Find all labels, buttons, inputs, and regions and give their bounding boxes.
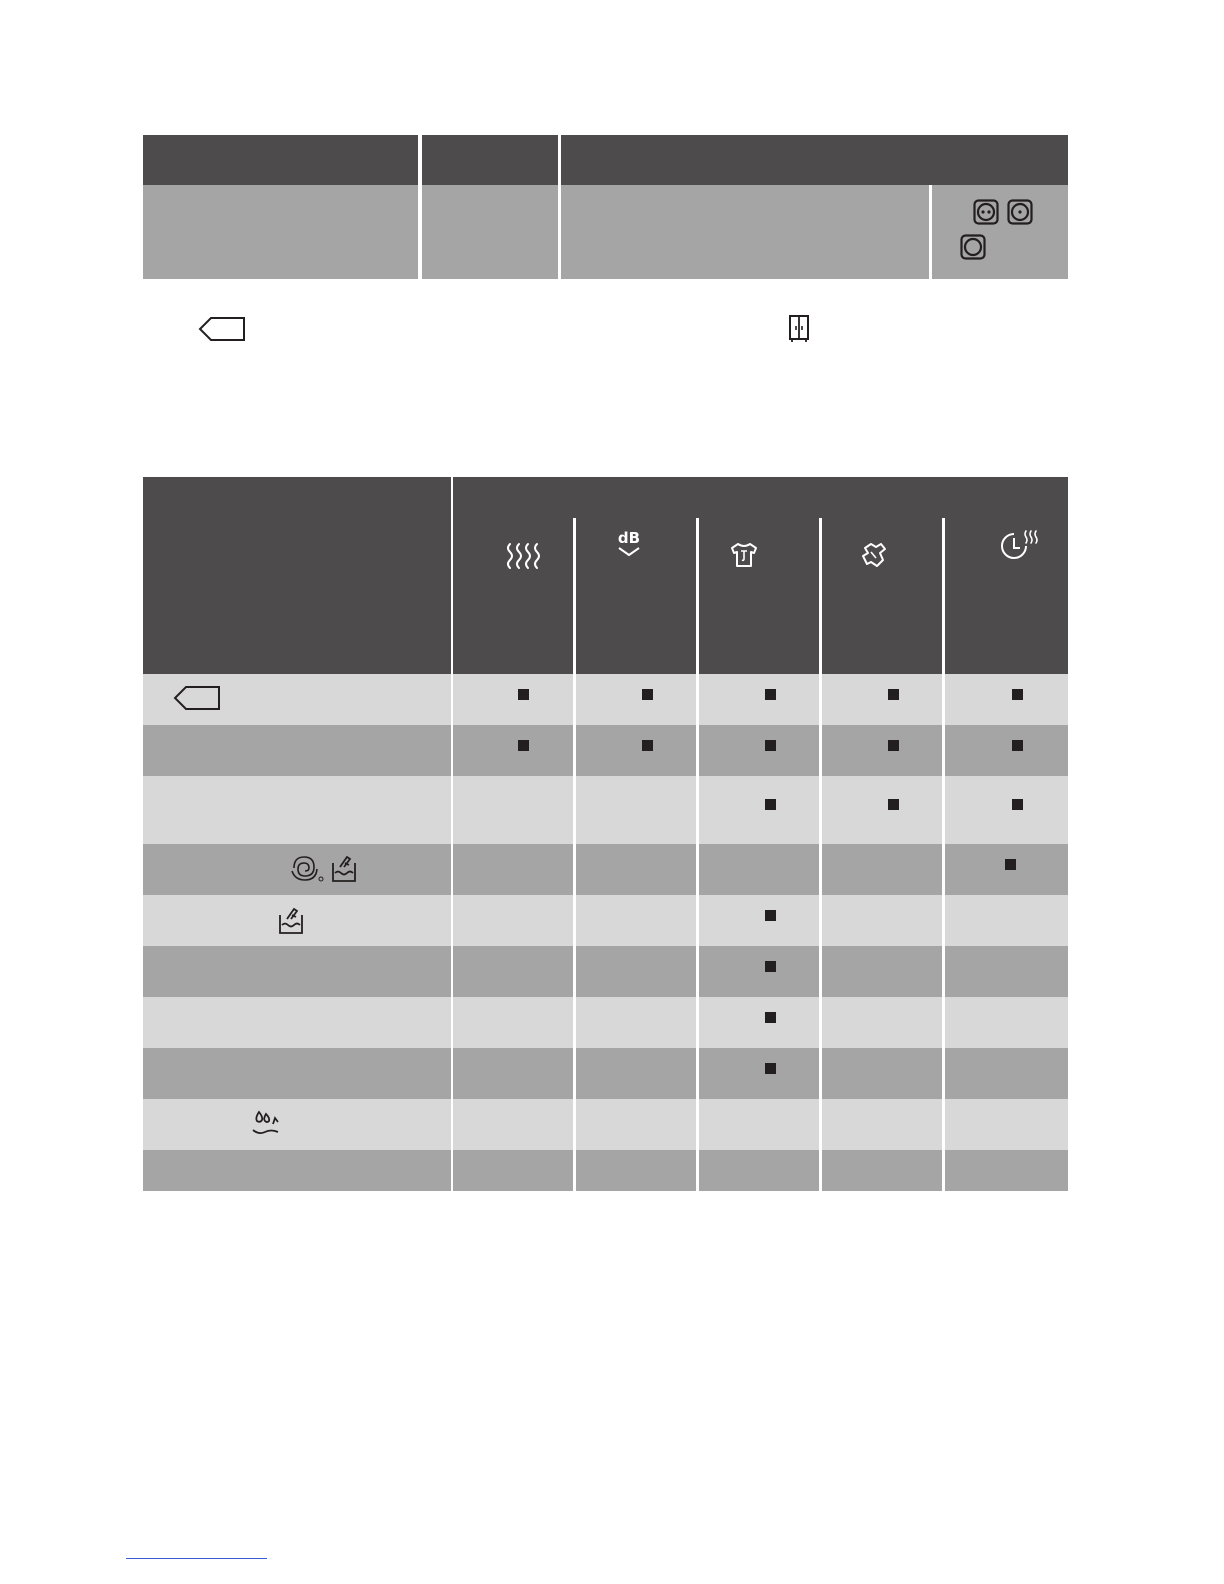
options-table-row-label-cell: [143, 776, 451, 844]
option-available-mark: [765, 799, 776, 810]
options-table-cell: [699, 1048, 819, 1099]
options-table-col-head-4: [822, 518, 942, 674]
options-table-row: [143, 997, 1068, 1048]
footnote-separator: [126, 1558, 267, 1559]
option-available-mark: [888, 689, 899, 700]
program-table-header-cell-2: [422, 135, 558, 185]
options-table-row-label-cell: [143, 1099, 451, 1150]
options-table-col-head-3: [699, 518, 819, 674]
options-table-cell: [576, 776, 696, 844]
program-table-cell-name: [143, 185, 418, 279]
options-table-cell: [699, 946, 819, 997]
options-table-cell: [822, 1048, 942, 1099]
options-table-row: [143, 725, 1068, 776]
options-table-cell: [699, 997, 819, 1048]
options-table-cell: [822, 844, 942, 895]
option-available-mark: [1012, 740, 1023, 751]
options-table-cell: [822, 895, 942, 946]
program-table-cell-symbols: [932, 185, 1068, 279]
options-table-cell: [576, 946, 696, 997]
options-table-cell: [822, 725, 942, 776]
options-table-cell: [453, 725, 573, 776]
options-table-cell: [453, 1150, 573, 1191]
hand-wash-icon: [331, 853, 357, 883]
options-table-row-label-cell: [143, 997, 451, 1048]
options-table-cell: [576, 1150, 696, 1191]
steam-icon: [505, 542, 545, 570]
options-table-cell: [576, 997, 696, 1048]
options-table-cell: [453, 844, 573, 895]
options-table-header-label-cell: [143, 477, 451, 674]
options-table-cell: [945, 725, 1068, 776]
option-available-mark: [518, 740, 529, 751]
dryer-empty-icon: [960, 234, 986, 260]
options-table-header-group-cell: [453, 477, 1068, 518]
program-table-cell-description: [561, 185, 929, 279]
shirt-icon: [729, 542, 759, 568]
options-table-row: [143, 844, 1068, 895]
option-available-mark: [888, 740, 899, 751]
option-available-mark: [765, 1063, 776, 1074]
program-table-cell-load: [422, 185, 558, 279]
options-table-cell: [453, 1048, 573, 1099]
option-available-mark: [642, 740, 653, 751]
options-table-row: [143, 1150, 1068, 1191]
options-table-cell: [576, 1099, 696, 1150]
options-table-cell: [945, 1048, 1068, 1099]
option-available-mark: [642, 689, 653, 700]
options-table-cell: [945, 674, 1068, 725]
options-table-cell: [699, 776, 819, 844]
options-table-row-label-cell: [143, 1150, 451, 1191]
label-tag-icon: [173, 685, 221, 711]
options-table-row-label-cell: [143, 1048, 451, 1099]
options-table-cell: [822, 946, 942, 997]
option-available-mark: [765, 1012, 776, 1023]
option-available-mark: [888, 799, 899, 810]
options-table-cell: [699, 674, 819, 725]
options-table-cell: [945, 1150, 1068, 1191]
options-table-cell: [945, 946, 1068, 997]
options-table-col-head-1: [453, 518, 573, 674]
options-table-cell: [822, 1099, 942, 1150]
options-table-row: [143, 895, 1068, 946]
time-dry-icon: [1000, 528, 1040, 562]
program-table-header-cell-1: [143, 135, 418, 185]
options-table-row: [143, 946, 1068, 997]
options-table-cell: [453, 895, 573, 946]
dryer-level-icon-two-dots: [973, 199, 999, 225]
options-table: [143, 477, 1068, 1191]
option-available-mark: [518, 689, 529, 700]
options-table-cell: [945, 997, 1068, 1048]
options-table-row: [143, 1048, 1068, 1099]
options-table-col-head-2: [576, 518, 696, 674]
woolmark-icon: [290, 854, 324, 882]
options-table-cell: [453, 674, 573, 725]
options-table-cell: [453, 776, 573, 844]
options-table-cell: [699, 725, 819, 776]
options-table-cell: [699, 1099, 819, 1150]
options-table-row-label-cell: [143, 725, 451, 776]
options-table-cell: [453, 1099, 573, 1150]
quiet-db-icon: [613, 528, 645, 558]
water-refresh-icon: [251, 1108, 281, 1138]
options-table-row: [143, 674, 1068, 725]
option-available-mark: [765, 961, 776, 972]
hand-wash-icon: [278, 905, 304, 935]
option-available-mark: [1012, 689, 1023, 700]
options-table-cell: [822, 776, 942, 844]
option-available-mark: [1012, 799, 1023, 810]
options-table-row: [143, 776, 1068, 844]
options-table-cell: [576, 725, 696, 776]
options-table-cell: [453, 946, 573, 997]
label-tag-icon: [198, 316, 246, 342]
option-available-mark: [765, 689, 776, 700]
options-table-col-head-5: [945, 518, 1068, 674]
options-table-cell: [576, 844, 696, 895]
program-table-header-cell-3: [561, 135, 1068, 185]
options-table-cell: [699, 1150, 819, 1191]
option-available-mark: [1005, 859, 1016, 870]
option-available-mark: [765, 740, 776, 751]
options-table-cell: [822, 674, 942, 725]
options-table-cell: [576, 1048, 696, 1099]
options-table-cell: [945, 776, 1068, 844]
anti-crease-icon: [859, 540, 889, 570]
options-table-cell: [576, 895, 696, 946]
option-available-mark: [765, 910, 776, 921]
options-table-cell: [699, 844, 819, 895]
wardrobe-icon: [788, 314, 810, 344]
svg-text:dB: dB: [617, 529, 641, 547]
options-table-cell: [945, 1099, 1068, 1150]
options-table-cell: [699, 895, 819, 946]
dryer-level-icon-one-dot: [1007, 199, 1033, 225]
options-table-cell: [822, 997, 942, 1048]
options-table-cell: [822, 1150, 942, 1191]
options-table-cell: [576, 674, 696, 725]
options-table-cell: [453, 997, 573, 1048]
options-table-cell: [945, 895, 1068, 946]
options-table-row-label-cell: [143, 946, 451, 997]
options-table-row: [143, 1099, 1068, 1150]
